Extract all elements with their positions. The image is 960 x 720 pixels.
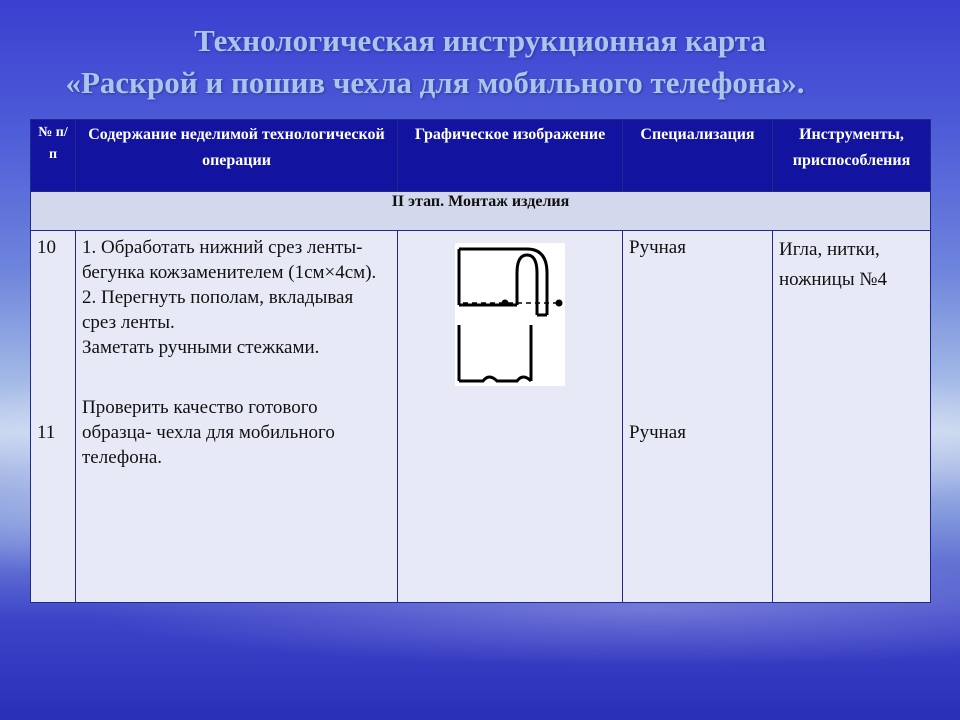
title-line-1: Технологическая инструкционная карта	[194, 23, 766, 58]
header-tools: Инструменты, приспособления	[773, 120, 931, 192]
row-numbers	[31, 231, 76, 603]
tools-10: Игла, нитки, ножницы №4	[779, 239, 887, 290]
operation-11: Проверить качество готового образца- чехла для мобильного телефона.	[82, 397, 335, 468]
stage-label: II этап. Монтаж изделия	[31, 192, 931, 231]
row-specializations	[623, 231, 773, 603]
instruction-table	[30, 119, 931, 603]
header-image: Графическое изображение	[398, 120, 623, 192]
table-row	[31, 231, 931, 603]
row-tools	[773, 231, 931, 603]
slide-title	[0, 20, 960, 104]
title-line-2: «Раскрой и пошив чехла для мобильного телефона».	[65, 65, 805, 100]
header-operation: Содержание неделимой технологической операции	[76, 120, 398, 192]
operation-10-step1: 1. Обработать нижний срез ленты-бегунка кожзаменителем (1см×4см).	[82, 237, 377, 283]
specialization-10: Ручная	[629, 237, 686, 258]
operation-10-step2: 2. Перегнуть пополам, вкладывая срез ленты.	[82, 287, 354, 333]
sewing-diagram-image	[455, 243, 565, 386]
row-num-11: 11	[37, 422, 56, 443]
row-drawing	[398, 231, 623, 603]
stage-row	[31, 192, 931, 231]
header-specialization: Специализация	[623, 120, 773, 192]
header-num: № п/п	[31, 120, 76, 192]
operation-10-step3: Заметать ручными стежками.	[82, 337, 320, 358]
table-header-row	[31, 120, 931, 192]
specialization-11: Ручная	[629, 422, 686, 443]
row-operations	[76, 231, 398, 603]
row-num-10: 10	[37, 237, 56, 258]
